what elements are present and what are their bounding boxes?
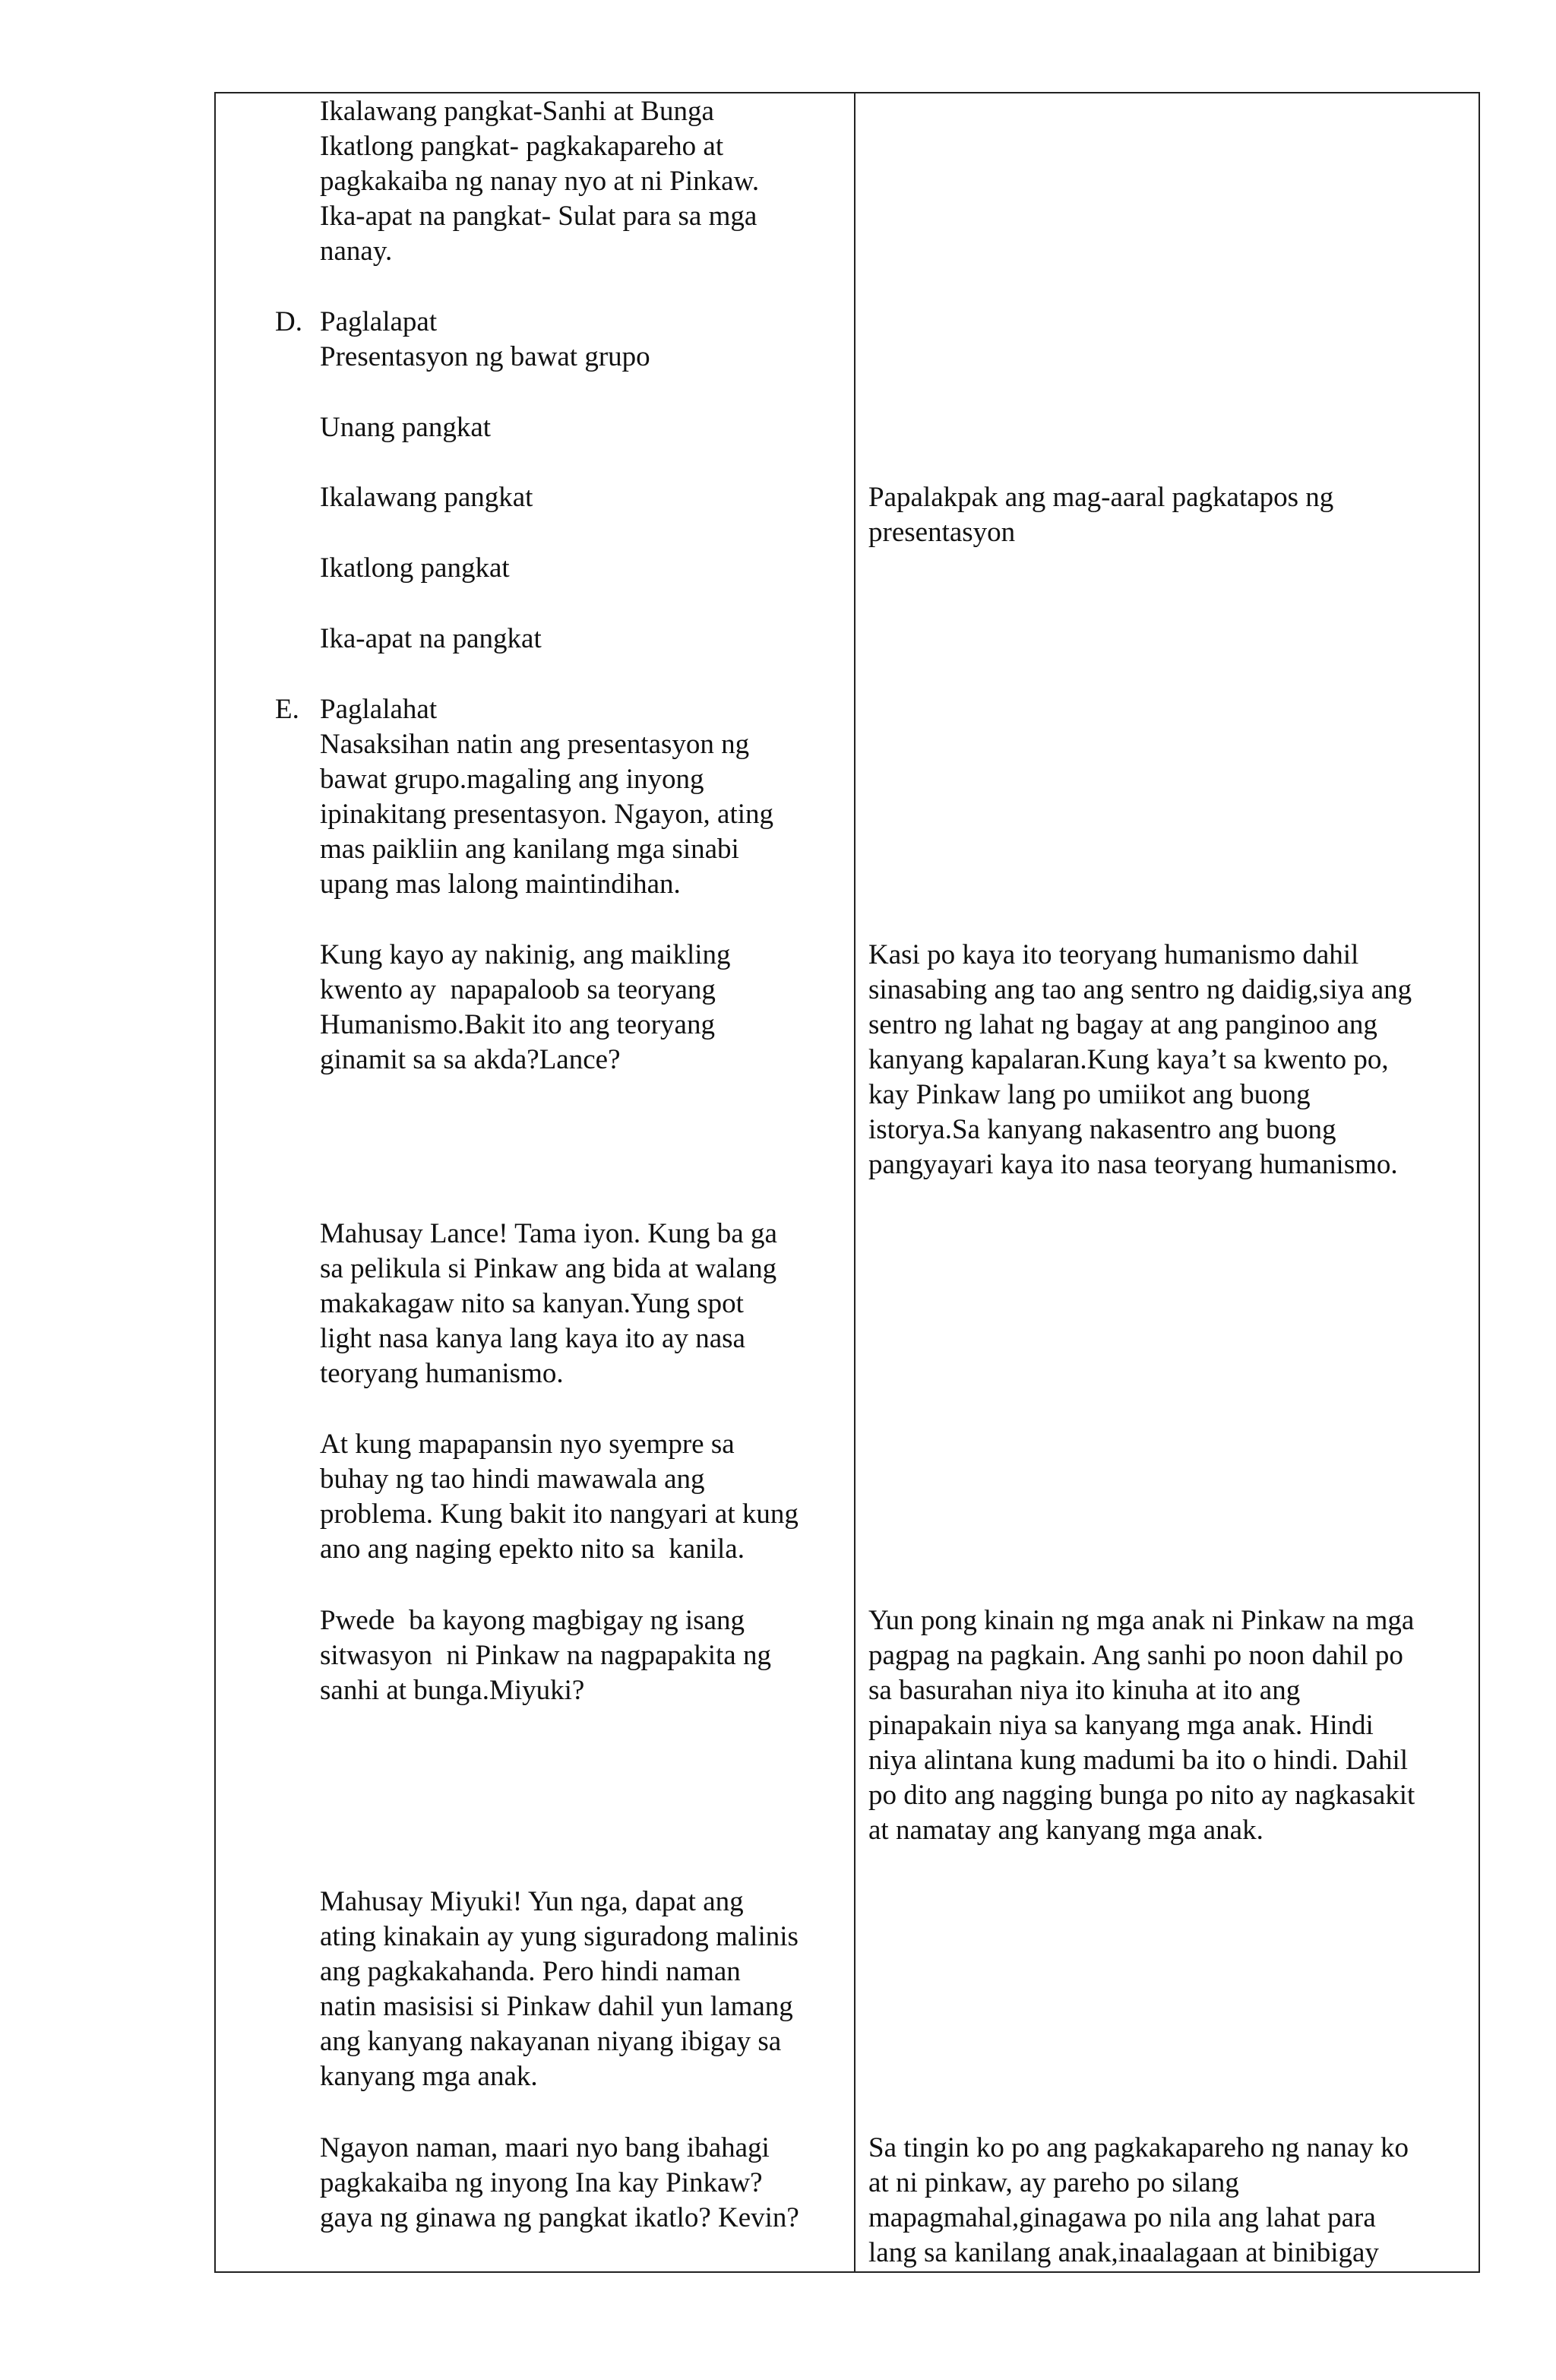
group-assignment-line: Ikatlong pangkat- pagkakapareho at: [320, 131, 724, 162]
student-response-line: presentasyon: [868, 517, 1016, 548]
paragraph-line: pagkakaiba ng inyong Ina kay Pinkaw?: [320, 2167, 763, 2198]
paragraph-line: kanyang mga anak.: [320, 2061, 538, 2092]
paragraph-line: Nasaksihan natin ang presentasyon ng: [320, 729, 750, 760]
student-response-line: at ni pinkaw, ay pareho po silang: [868, 2167, 1239, 2198]
section-d-subtitle: Presentasyon ng bawat grupo: [320, 341, 650, 372]
paragraph-line: Humanismo.Bakit ito ang teoryang: [320, 1009, 715, 1040]
column-divider: [854, 92, 855, 2273]
student-response-line: Yun pong kinain ng mga anak ni Pinkaw na mga: [868, 1605, 1415, 1636]
section-d-marker: D.: [275, 306, 302, 337]
paragraph-line: kwento ay napapaloob sa teoryang: [320, 974, 716, 1005]
student-response-line: Kasi po kaya ito teoryang humanismo dahil: [868, 939, 1359, 970]
student-response-line: po dito ang nagging bunga po nito ay nagkasakit: [868, 1780, 1415, 1811]
group-label: Unang pangkat: [320, 412, 492, 443]
student-response-line: pinapakain niya sa kanyang mga anak. Hindi: [868, 1710, 1374, 1741]
paragraph-line: sa pelikula si Pinkaw ang bida at walang: [320, 1253, 777, 1284]
paragraph-line: upang mas lalong maintindihan.: [320, 869, 681, 900]
paragraph-line: At kung mapapansin nyo syempre sa: [320, 1429, 735, 1460]
paragraph-line: problema. Kung bakit ito nangyari at kung: [320, 1499, 799, 1530]
student-response-line: pagpag na pagkain. Ang sanhi po noon dahil po: [868, 1640, 1403, 1671]
paragraph-line: light nasa kanya lang kaya ito ay nasa: [320, 1323, 745, 1354]
student-response-line: pangyayari kaya ito nasa teoryang humanismo.: [868, 1149, 1398, 1180]
paragraph-line: sitwasyon ni Pinkaw na nagpapakita ng: [320, 1640, 771, 1671]
group-label: Ikalawang pangkat: [320, 482, 533, 513]
student-response-line: istorya.Sa kanyang nakasentro ang buong: [868, 1114, 1336, 1145]
paragraph-line: ang kanyang nakayanan niyang ibigay sa: [320, 2026, 782, 2057]
student-response-line: mapagmahal,ginagawa po nila ang lahat para: [868, 2202, 1376, 2233]
student-response-line: Sa tingin ko po ang pagkakapareho ng nanay ko: [868, 2132, 1409, 2163]
section-e-marker: E.: [275, 694, 299, 725]
paragraph-line: ano ang naging epekto nito sa kanila.: [320, 1533, 745, 1565]
section-e-title: Paglalahat: [320, 694, 438, 725]
paragraph-line: gaya ng ginawa ng pangkat ikatlo? Kevin?: [320, 2202, 799, 2233]
paragraph-line: sanhi at bunga.Miyuki?: [320, 1675, 585, 1706]
student-response-line: sa basurahan niya ito kinuha at ito ang: [868, 1675, 1301, 1706]
paragraph-line: teoryang humanismo.: [320, 1358, 564, 1389]
student-response-line: niya alintana kung madumi ba ito o hindi. Dahil: [868, 1745, 1409, 1776]
paragraph-line: Kung kayo ay nakinig, ang maikling: [320, 939, 731, 970]
paragraph-line: ipinakitang presentasyon. Ngayon, ating: [320, 799, 774, 830]
paragraph-line: mas paikliin ang kanilang mga sinabi: [320, 834, 739, 865]
paragraph-line: buhay ng tao hindi mawawala ang: [320, 1464, 705, 1495]
group-assignment-line: Ika-apat na pangkat- Sulat para sa mga: [320, 201, 757, 232]
section-d-title: Paglalapat: [320, 306, 438, 337]
paragraph-line: ang pagkakahanda. Pero hindi naman: [320, 1956, 741, 1987]
group-assignment-line: nanay.: [320, 236, 393, 267]
group-assignment-line: Ikalawang pangkat-Sanhi at Bunga: [320, 96, 714, 127]
paragraph-line: Ngayon naman, maari nyo bang ibahagi: [320, 2132, 770, 2163]
paragraph-line: Mahusay Miyuki! Yun nga, dapat ang: [320, 1886, 744, 1917]
paragraph-line: ginamit sa sa akda?Lance?: [320, 1044, 621, 1075]
paragraph-line: Mahusay Lance! Tama iyon. Kung ba ga: [320, 1218, 777, 1249]
paragraph-line: ating kinakain ay yung siguradong malinis: [320, 1921, 799, 1952]
student-response-line: lang sa kanilang anak,inaalagaan at binibigay: [868, 2237, 1379, 2268]
paragraph-line: natin masisisi si Pinkaw dahil yun lamang: [320, 1991, 793, 2022]
group-assignment-line: pagkakaiba ng nanay nyo at ni Pinkaw.: [320, 166, 760, 197]
student-response-line: kay Pinkaw lang po umiikot ang buong: [868, 1079, 1311, 1110]
student-response-line: Papalakpak ang mag-aaral pagkatapos ng: [868, 482, 1334, 513]
student-response-line: sentro ng lahat ng bagay at ang panginoo ang: [868, 1009, 1377, 1040]
student-response-line: kanyang kapalaran.Kung kaya’t sa kwento po,: [868, 1044, 1389, 1075]
paragraph-line: bawat grupo.magaling ang inyong: [320, 764, 704, 795]
group-label: Ika-apat na pangkat: [320, 623, 542, 654]
student-response-line: sinasabing ang tao ang sentro ng daidig,siya ang: [868, 974, 1412, 1005]
paragraph-line: Pwede ba kayong magbigay ng isang: [320, 1605, 745, 1636]
paragraph-line: makakagaw nito sa kanyan.Yung spot: [320, 1288, 744, 1319]
group-label: Ikatlong pangkat: [320, 552, 510, 584]
student-response-line: at namatay ang kanyang mga anak.: [868, 1815, 1263, 1846]
